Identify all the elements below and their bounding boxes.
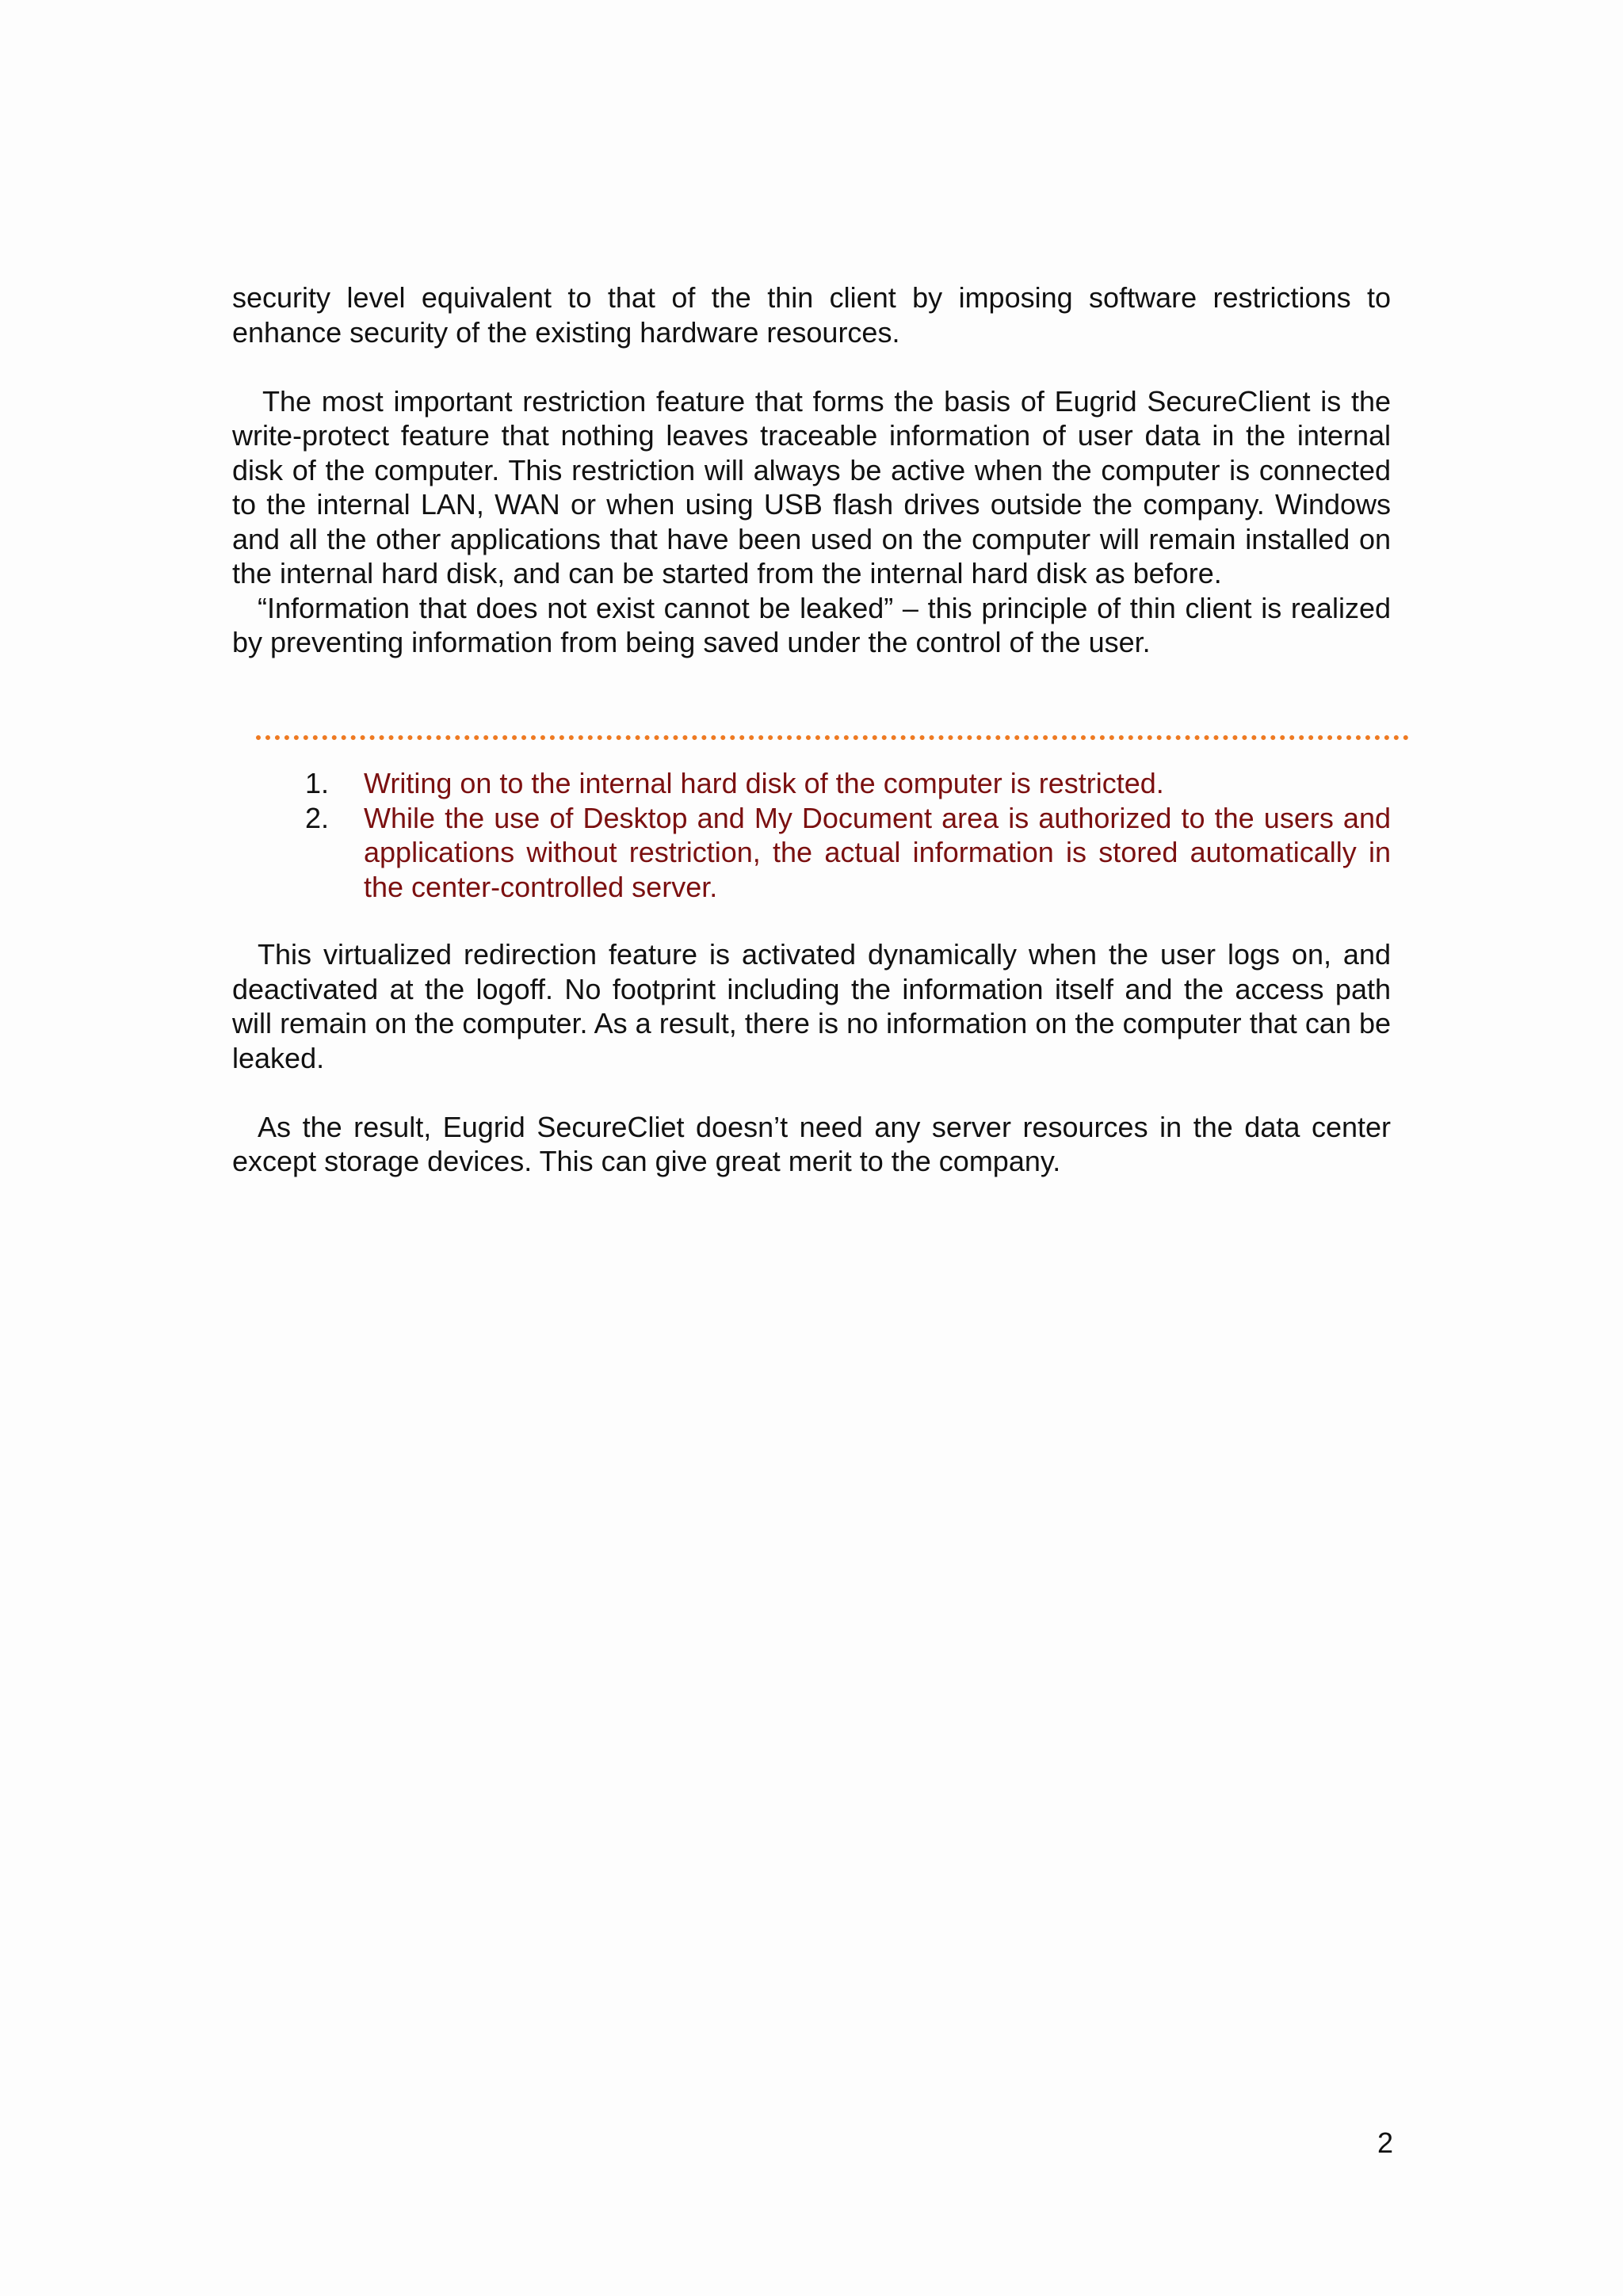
dotted-divider (256, 735, 1409, 740)
paragraph-spacer (232, 1075, 1391, 1110)
list-item-number: 2. (305, 801, 330, 834)
list-item (305, 801, 1391, 905)
list-item-text: Writing on to the internal hard disk of the computer is restricted. (364, 767, 1164, 799)
paragraph-continuation: security level equivalent to that of the thin client by imposing software restrictions to enhance security of the existing hardware resources. (232, 281, 1391, 349)
paragraph-result: As the result, Eugrid SecureCliet doesn’t need any server resources in the data center except storage devices. This can give great merit to the company. (232, 1110, 1391, 1177)
paragraph-thin-client-principle: “Information that does not exist cannot be leaked” – this principle of thin client is realized by preventing information from being saved under the control of the user. (232, 591, 1391, 658)
list-item-text: While the use of Desktop and My Document area is authorized to the users and applications without restriction, the actual information is stored automatically in the center-controlled server. (364, 801, 1391, 903)
body-text-top (232, 280, 1391, 660)
paragraph-spacer (232, 349, 1391, 384)
paragraph-redirection: This virtualized redirection feature is activated dynamically when the user logs on, and deactivated at the logoff. No footprint including the information itself and the access path will remain on the computer. As a result, there is no information on the computer that can be leaked. (232, 938, 1391, 1074)
list-item (305, 766, 1391, 801)
page-number: 2 (1377, 2126, 1393, 2159)
body-text-bottom (232, 937, 1391, 1179)
list-item-number: 1. (305, 767, 330, 799)
paragraph-write-protect: The most important restriction feature that forms the basis of Eugrid SecureClient is the write-protect feature that nothing leaves traceable information of user data in the internal disk of the computer. This restriction will always be active when the computer is connected to the internal LAN, WAN or when using USB flash drives outside the company. Windows and all the other applications that have been used on the computer will remain installed on the internal hard disk, and can be started from the internal hard disk as before. (232, 384, 1391, 589)
feature-list (305, 766, 1391, 904)
